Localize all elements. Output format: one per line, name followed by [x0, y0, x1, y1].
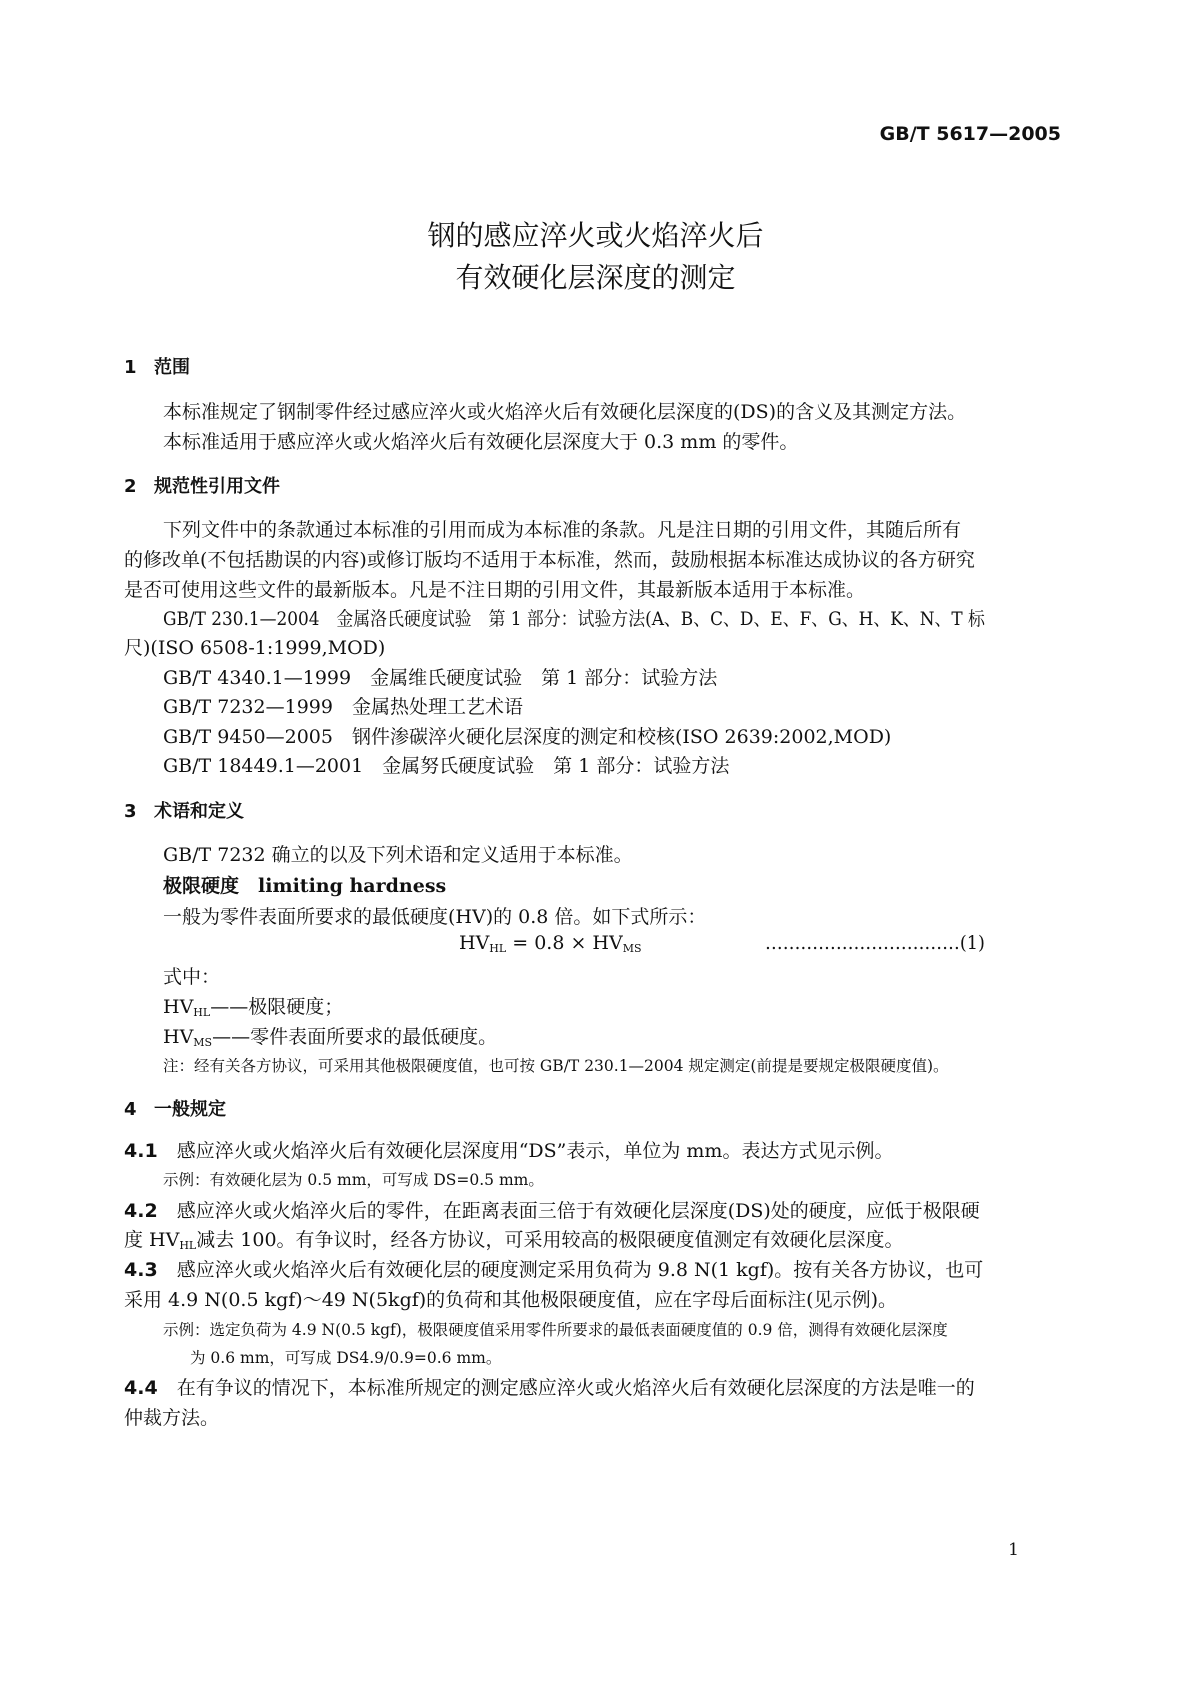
reference-4: GB/T 9450—2005 钢件渗碳淬火硬化层深度的测定和校核(ISO 2639:2002,MOD)	[163, 726, 892, 748]
clause-4-4-line-2: 仲裁方法。	[124, 1407, 220, 1429]
reference-3: GB/T 7232—1999 金属热处理工艺术语	[163, 696, 523, 718]
s1-paragraph-1: 本标准规定了钢制零件经过感应淬火或火焰淬火后有效硬化层深度的(DS)的含义及其测定方法。	[163, 401, 967, 423]
section-number: 1	[124, 357, 137, 378]
clause-number: 4.1	[124, 1140, 158, 1162]
clause-4-3-line-2: 采用 4.9 N(0.5 kgf)～49 N(5kgf)的负荷和其他极限硬度值，应在字母后面标注(见示例)。	[124, 1289, 897, 1311]
reference-1-line-2: 尺)(ISO 6508-1:1999,MOD)	[124, 637, 386, 659]
section-title: 术语和定义	[154, 801, 244, 822]
section-4-heading	[124, 1095, 226, 1121]
clause-number: 4.4	[124, 1377, 158, 1399]
s2-paragraph-line-1: 下列文件中的条款通过本标准的引用而成为本标准的条款。凡是注日期的引用文件，其随后所有	[163, 519, 962, 541]
document-title-line-1: 钢的感应淬火或火焰淬火后	[427, 219, 764, 252]
where-item-1: $HV_{HL}——$极限硬度；	[163, 996, 344, 1019]
clause-4-1-example: 示例：有效硬化层为 0.5 mm，可写成 DS=0.5 mm。	[163, 1171, 544, 1189]
term-english: limiting hardness	[258, 875, 447, 897]
section-number: 3	[124, 801, 137, 822]
reference-5: GB/T 18449.1—2001 金属努氏硬度试验 第 1 部分：试验方法	[163, 755, 730, 777]
section-title: 范围	[154, 357, 190, 378]
formula-number: ……………………………(1)	[765, 932, 986, 954]
formula: $HV_{HL} = 0.8 \times HV_{MS}$	[459, 932, 642, 955]
standard-number: GB/T 5617—2005	[879, 123, 1061, 145]
section-number: 4	[124, 1099, 137, 1120]
reference-1-line-1: GB/T 230.1—2004 金属洛氏硬度试验 第 1 部分：试验方法(A、B、C、D、E、F、G、H、K、N、T 标	[163, 608, 985, 630]
clause-4-1: 4.1 感应淬火或火焰淬火后有效硬化层深度用“DS”表示，单位为 mm。表达方式见示例。	[124, 1140, 894, 1162]
term-chinese: 极限硬度	[163, 875, 240, 897]
section-3-heading	[124, 797, 244, 823]
clause-4-3-example-line-2: 为 0.6 mm，可写成 DS4.9/0.9=0.6 mm。	[190, 1349, 502, 1367]
clause-4-2-line-1: 4.2 感应淬火或火焰淬火后的零件，在距离表面三倍于有效硬化层深度(DS)处的硬度，应低于极限硬	[124, 1200, 980, 1222]
document-title-line-2: 有效硬化层深度的测定	[455, 261, 736, 294]
section-2-heading	[124, 472, 280, 498]
s1-paragraph-2: 本标准适用于感应淬火或火焰淬火后有效硬化层深度大于 0.3 mm 的零件。	[163, 431, 799, 453]
page-number: 1	[1008, 1540, 1019, 1560]
clause-4-2-line-2: 度 $HV_{HL}$减去 100。有争议时，经各方协议，可采用较高的极限硬度值测定有效硬化层深度。	[124, 1229, 904, 1252]
s3-paragraph-1: GB/T 7232 确立的以及下列术语和定义适用于本标准。	[163, 844, 633, 866]
term-entry	[163, 871, 446, 898]
s2-paragraph-line-2: 的修改单(不包括勘误的内容)或修订版均不适用于本标准，然而，鼓励根据本标准达成协议的各方研究	[124, 549, 975, 571]
clause-4-3-example-line-1: 示例：选定负荷为 4.9 N(0.5 kgf)，极限硬度值采用零件所要求的最低表面硬度值的 0.9 倍，测得有效硬化层深度	[163, 1321, 948, 1339]
s2-paragraph-line-3: 是否可使用这些文件的最新版本。凡是不注日期的引用文件，其最新版本适用于本标准。	[124, 579, 866, 601]
clause-4-4-line-1: 4.4 在有争议的情况下，本标准所规定的测定感应淬火或火焰淬火后有效硬化层深度的方法是唯一的	[124, 1377, 975, 1399]
clause-number: 4.3	[124, 1259, 158, 1281]
note: 注：经有关各方协议，可采用其他极限硬度值，也可按 GB/T 230.1—2004 规定测定(前提是要规定极限硬度值)。	[163, 1057, 949, 1075]
clause-4-3-line-1: 4.3 感应淬火或火焰淬火后有效硬化层的硬度测定采用负荷为 9.8 N(1 kgf)。按有关各方协议，也可	[124, 1259, 984, 1281]
section-number: 2	[124, 476, 137, 497]
section-title: 规范性引用文件	[154, 476, 280, 497]
term-definition: 一般为零件表面所要求的最低硬度(HV)的 0.8 倍。如下式所示：	[163, 906, 707, 928]
reference-2: GB/T 4340.1—1999 金属维氏硬度试验 第 1 部分：试验方法	[163, 667, 718, 689]
where-label: 式中：	[163, 966, 221, 988]
section-title: 一般规定	[154, 1099, 226, 1120]
clause-number: 4.2	[124, 1200, 158, 1222]
where-item-2: $HV_{MS}——$零件表面所要求的最低硬度。	[163, 1026, 498, 1049]
section-1-heading	[124, 353, 190, 379]
